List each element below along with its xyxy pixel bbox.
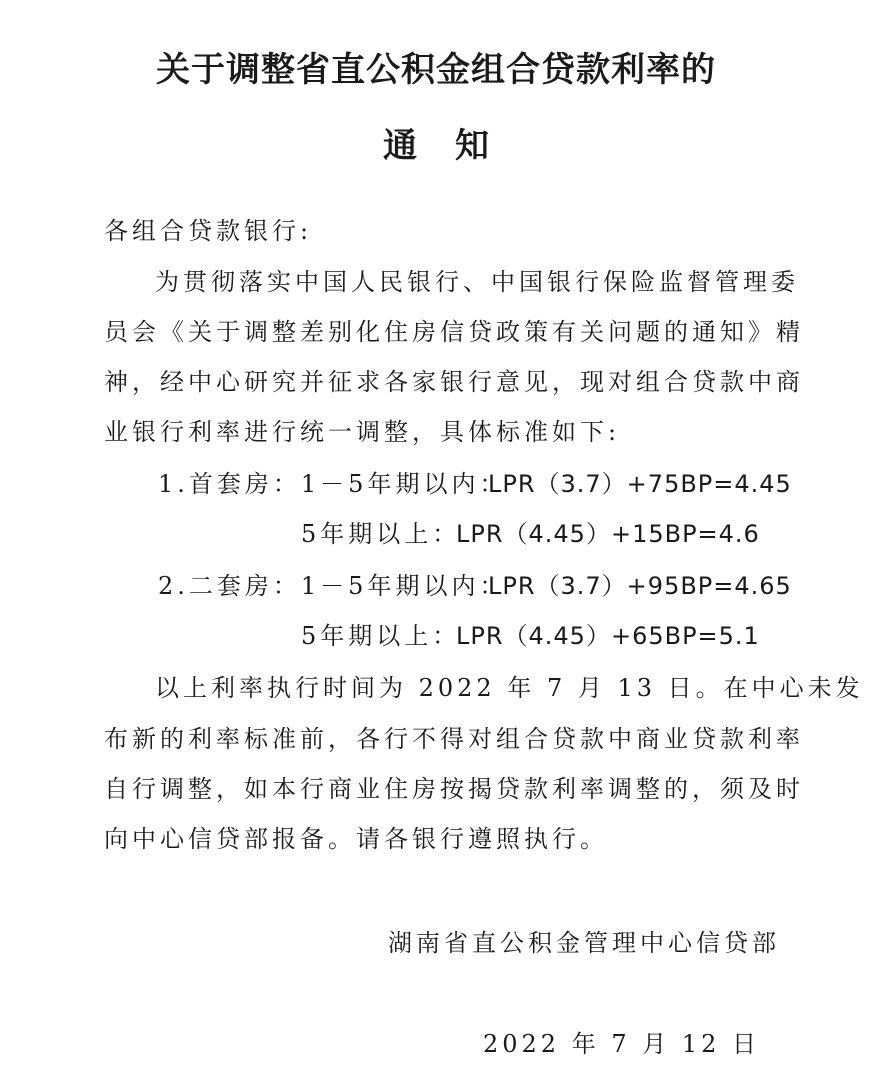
closing-line-4: 向中心信贷部报备。请各银行遵照执行。 [104, 825, 608, 853]
title-char-tong: 通 [383, 126, 417, 166]
body-line-1: 为贯彻落实中国人民银行、中国银行保险监督管理委 [155, 268, 799, 296]
rate-item-2-short-term: 1－5年期以内： [300, 572, 508, 600]
rate-item-1-long-term: 5年期以上： [301, 520, 461, 548]
body-line-4: 业银行利率进行统一调整，具体标准如下: [104, 418, 621, 446]
body-line-3: 神，经中心研究并征求各家银行意见，现对组合贷款中商 [104, 368, 804, 396]
title-char-zhi: 知 [455, 126, 489, 166]
rate-item-1-long-value: LPR（4.45）+15BP=4.6 [456, 520, 760, 548]
signature: 湖南省直公积金管理中心信贷部 [388, 929, 780, 957]
body-line-2: 员会《关于调整差别化住房信贷政策有关问题的通知》精 [104, 318, 804, 346]
document-title-line1: 关于调整省直公积金组合贷款利率的 [156, 50, 716, 90]
rate-item-1-label: 1.首套房： [158, 470, 301, 498]
rate-item-1-short-value: LPR（3.7）+75BP=4.45 [488, 470, 792, 498]
rate-item-1-short-term: 1－5年期以内： [300, 470, 508, 498]
rate-item-1 [158, 472, 507, 496]
rate-item-2-long-term: 5年期以上： [301, 622, 461, 650]
salutation: 各组合贷款银行: [104, 217, 313, 245]
rate-item-2 [158, 574, 507, 598]
closing-line-3: 自行调整，如本行商业住房按揭贷款利率调整的，须及时 [104, 775, 804, 803]
document-date: 2022 年 7 月 12 日 [483, 1030, 761, 1058]
closing-line-2: 布新的利率标准前，各行不得对组合贷款中商业贷款利率 [104, 725, 804, 753]
document-title-line2 [0, 118, 872, 167]
rate-item-2-label: 2.二套房： [158, 572, 301, 600]
rate-item-2-short-value: LPR（3.7）+95BP=4.65 [488, 572, 792, 600]
rate-item-2-long-value: LPR（4.45）+65BP=5.1 [456, 622, 760, 650]
closing-line-1: 以上利率执行时间为 2022 年 7 月 13 日。在中心未发 [155, 674, 864, 702]
